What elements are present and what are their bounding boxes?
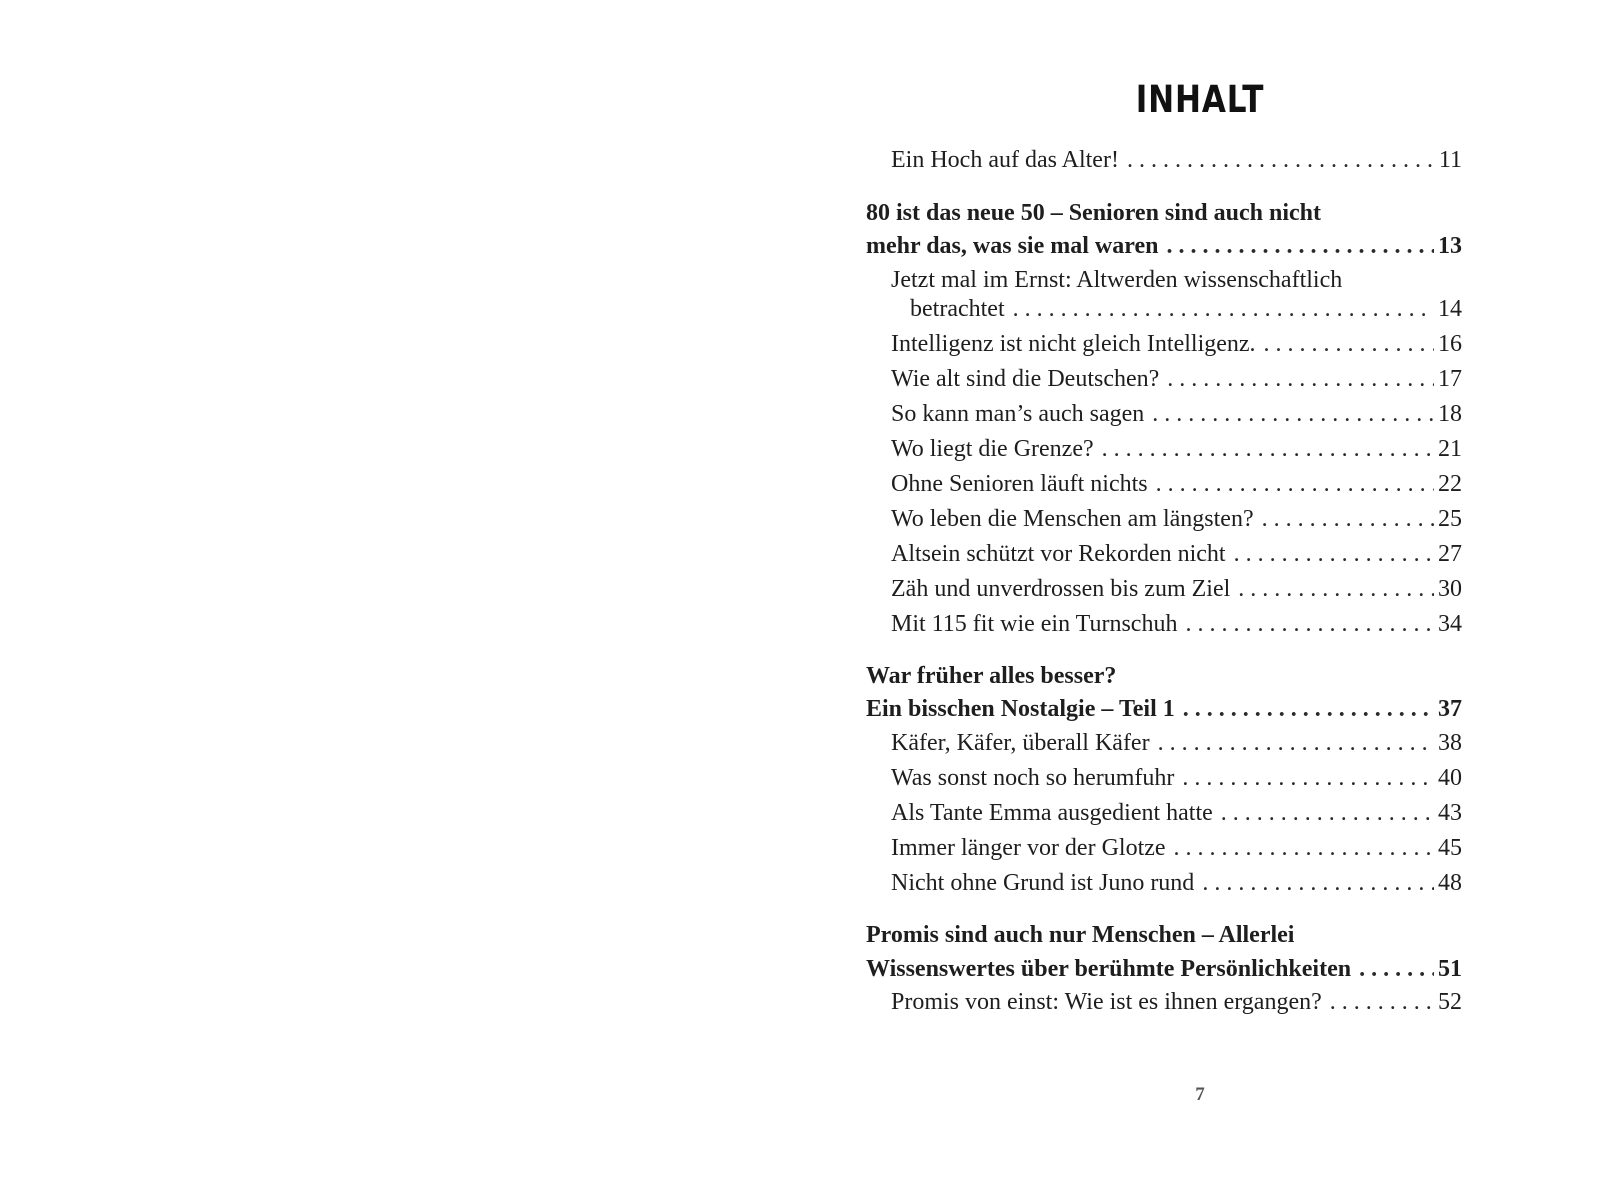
toc-entry (891, 399, 1462, 429)
page-number: 7 (1195, 1084, 1205, 1105)
toc-chapter-entry (866, 954, 1462, 984)
toc-entry (891, 469, 1462, 499)
toc-entry-title: Mit 115 fit wie ein Turnschuh (891, 611, 1178, 637)
toc-entry (891, 798, 1462, 828)
toc-entry (891, 539, 1462, 569)
toc-entry-page: 27 (1438, 541, 1462, 567)
toc-entry (910, 294, 1462, 324)
dot-leader (1156, 469, 1434, 499)
toc-entry-page: 40 (1438, 765, 1462, 791)
dot-leader (1221, 798, 1434, 828)
dot-leader (1202, 868, 1434, 898)
toc-entry-title: Wie alt sind die Deutschen? (891, 366, 1160, 392)
toc-entry-page: 14 (1438, 296, 1462, 322)
dot-leader (1238, 574, 1434, 604)
toc-entry-page: 25 (1438, 506, 1462, 532)
dot-leader (1234, 539, 1434, 569)
toc-entry-title: Immer länger vor der Glotze (891, 835, 1166, 861)
toc-entry-title: Als Tante Emma ausgedient hatte (891, 800, 1213, 826)
toc-chapter-title-line: Promis sind auch nur Menschen – Allerlei (866, 922, 1295, 948)
toc-entry-page: 22 (1438, 471, 1462, 497)
toc-chapter-title-line: War früher alles besser? (866, 663, 1117, 689)
toc-entry-page: 18 (1438, 401, 1462, 427)
dot-leader (1102, 434, 1434, 464)
toc-entry (891, 609, 1462, 639)
dot-leader (1166, 231, 1434, 261)
dot-leader (1183, 694, 1434, 724)
toc-entry-title: Ein Hoch auf das Alter! (891, 147, 1119, 173)
toc-entry-title: Promis von einst: Wie ist es ihnen ergangen? (891, 989, 1322, 1015)
toc-entry (891, 987, 1462, 1017)
toc-entry-title: Zäh und unverdrossen bis zum Ziel (891, 576, 1231, 602)
toc-entry-page: 43 (1438, 800, 1462, 826)
toc-entry-page: 52 (1438, 989, 1462, 1015)
toc-entry-page: 51 (1438, 956, 1462, 982)
dot-leader (1359, 954, 1434, 984)
dot-leader (1330, 987, 1434, 1017)
toc-entry (891, 145, 1462, 175)
toc-entry-page: 37 (1438, 696, 1462, 722)
toc-entry (891, 504, 1462, 534)
toc-chapter-entry (866, 694, 1462, 724)
toc-entry-page: 48 (1438, 870, 1462, 896)
toc-entry-page: 17 (1438, 366, 1462, 392)
toc-entry (891, 868, 1462, 898)
toc-entry-title: betrachtet (910, 296, 1005, 322)
dot-leader (1158, 728, 1434, 758)
toc-chapter-entry (866, 231, 1462, 261)
toc-entry (891, 574, 1462, 604)
toc-entry-title: Ein bisschen Nostalgie – Teil 1 (866, 696, 1175, 722)
toc-entry-title: So kann man’s auch sagen (891, 401, 1145, 427)
right-page (800, 0, 1600, 1197)
dot-leader (1185, 609, 1434, 639)
toc-entry (891, 763, 1462, 793)
toc-entry-title: Nicht ohne Grund ist Juno rund (891, 870, 1195, 896)
toc-entry-title: Wissenswertes über berühmte Persönlichkeiten (866, 956, 1352, 982)
toc-entry-page: 16 (1438, 331, 1462, 357)
toc-entry-title: mehr das, was sie mal waren (866, 233, 1159, 259)
dot-leader (1262, 504, 1434, 534)
toc-chapter-title-line: 80 ist das neue 50 – Senioren sind auch nicht (866, 200, 1321, 226)
toc-entry (891, 434, 1462, 464)
dot-leader (1167, 364, 1434, 394)
toc-entry (891, 364, 1462, 394)
toc-entry-title: Intelligenz ist nicht gleich Intelligenz. (891, 331, 1256, 357)
dot-leader (1127, 145, 1435, 175)
toc-entry-title: Käfer, Käfer, überall Käfer (891, 730, 1150, 756)
toc-entry-page: 45 (1438, 835, 1462, 861)
toc-entry-title: Was sonst noch so herumfuhr (891, 765, 1175, 791)
toc-entry-title: Altsein schützt vor Rekorden nicht (891, 541, 1226, 567)
toc-entry-page: 13 (1438, 233, 1462, 259)
dot-leader (1264, 329, 1434, 359)
dot-leader (1174, 833, 1434, 863)
toc-entry-title: Wo liegt die Grenze? (891, 436, 1094, 462)
toc-heading: INHALT (1135, 78, 1265, 121)
toc-entry-page: 38 (1438, 730, 1462, 756)
toc-entry-title: Wo leben die Menschen am längsten? (891, 506, 1254, 532)
toc-entry-page: 34 (1438, 611, 1462, 637)
toc-entry-page: 30 (1438, 576, 1462, 602)
toc-entry (891, 329, 1462, 359)
dot-leader (1182, 763, 1434, 793)
toc-entry-title: Ohne Senioren läuft nichts (891, 471, 1148, 497)
toc-entry (891, 728, 1462, 758)
dot-leader (1013, 294, 1434, 324)
toc-entry-page: 21 (1438, 436, 1462, 462)
dot-leader (1152, 399, 1434, 429)
toc-entry (891, 833, 1462, 863)
toc-entry-title-line: Jetzt mal im Ernst: Altwerden wissenschaftlich (891, 267, 1343, 293)
toc-entry-page: 11 (1438, 147, 1462, 173)
